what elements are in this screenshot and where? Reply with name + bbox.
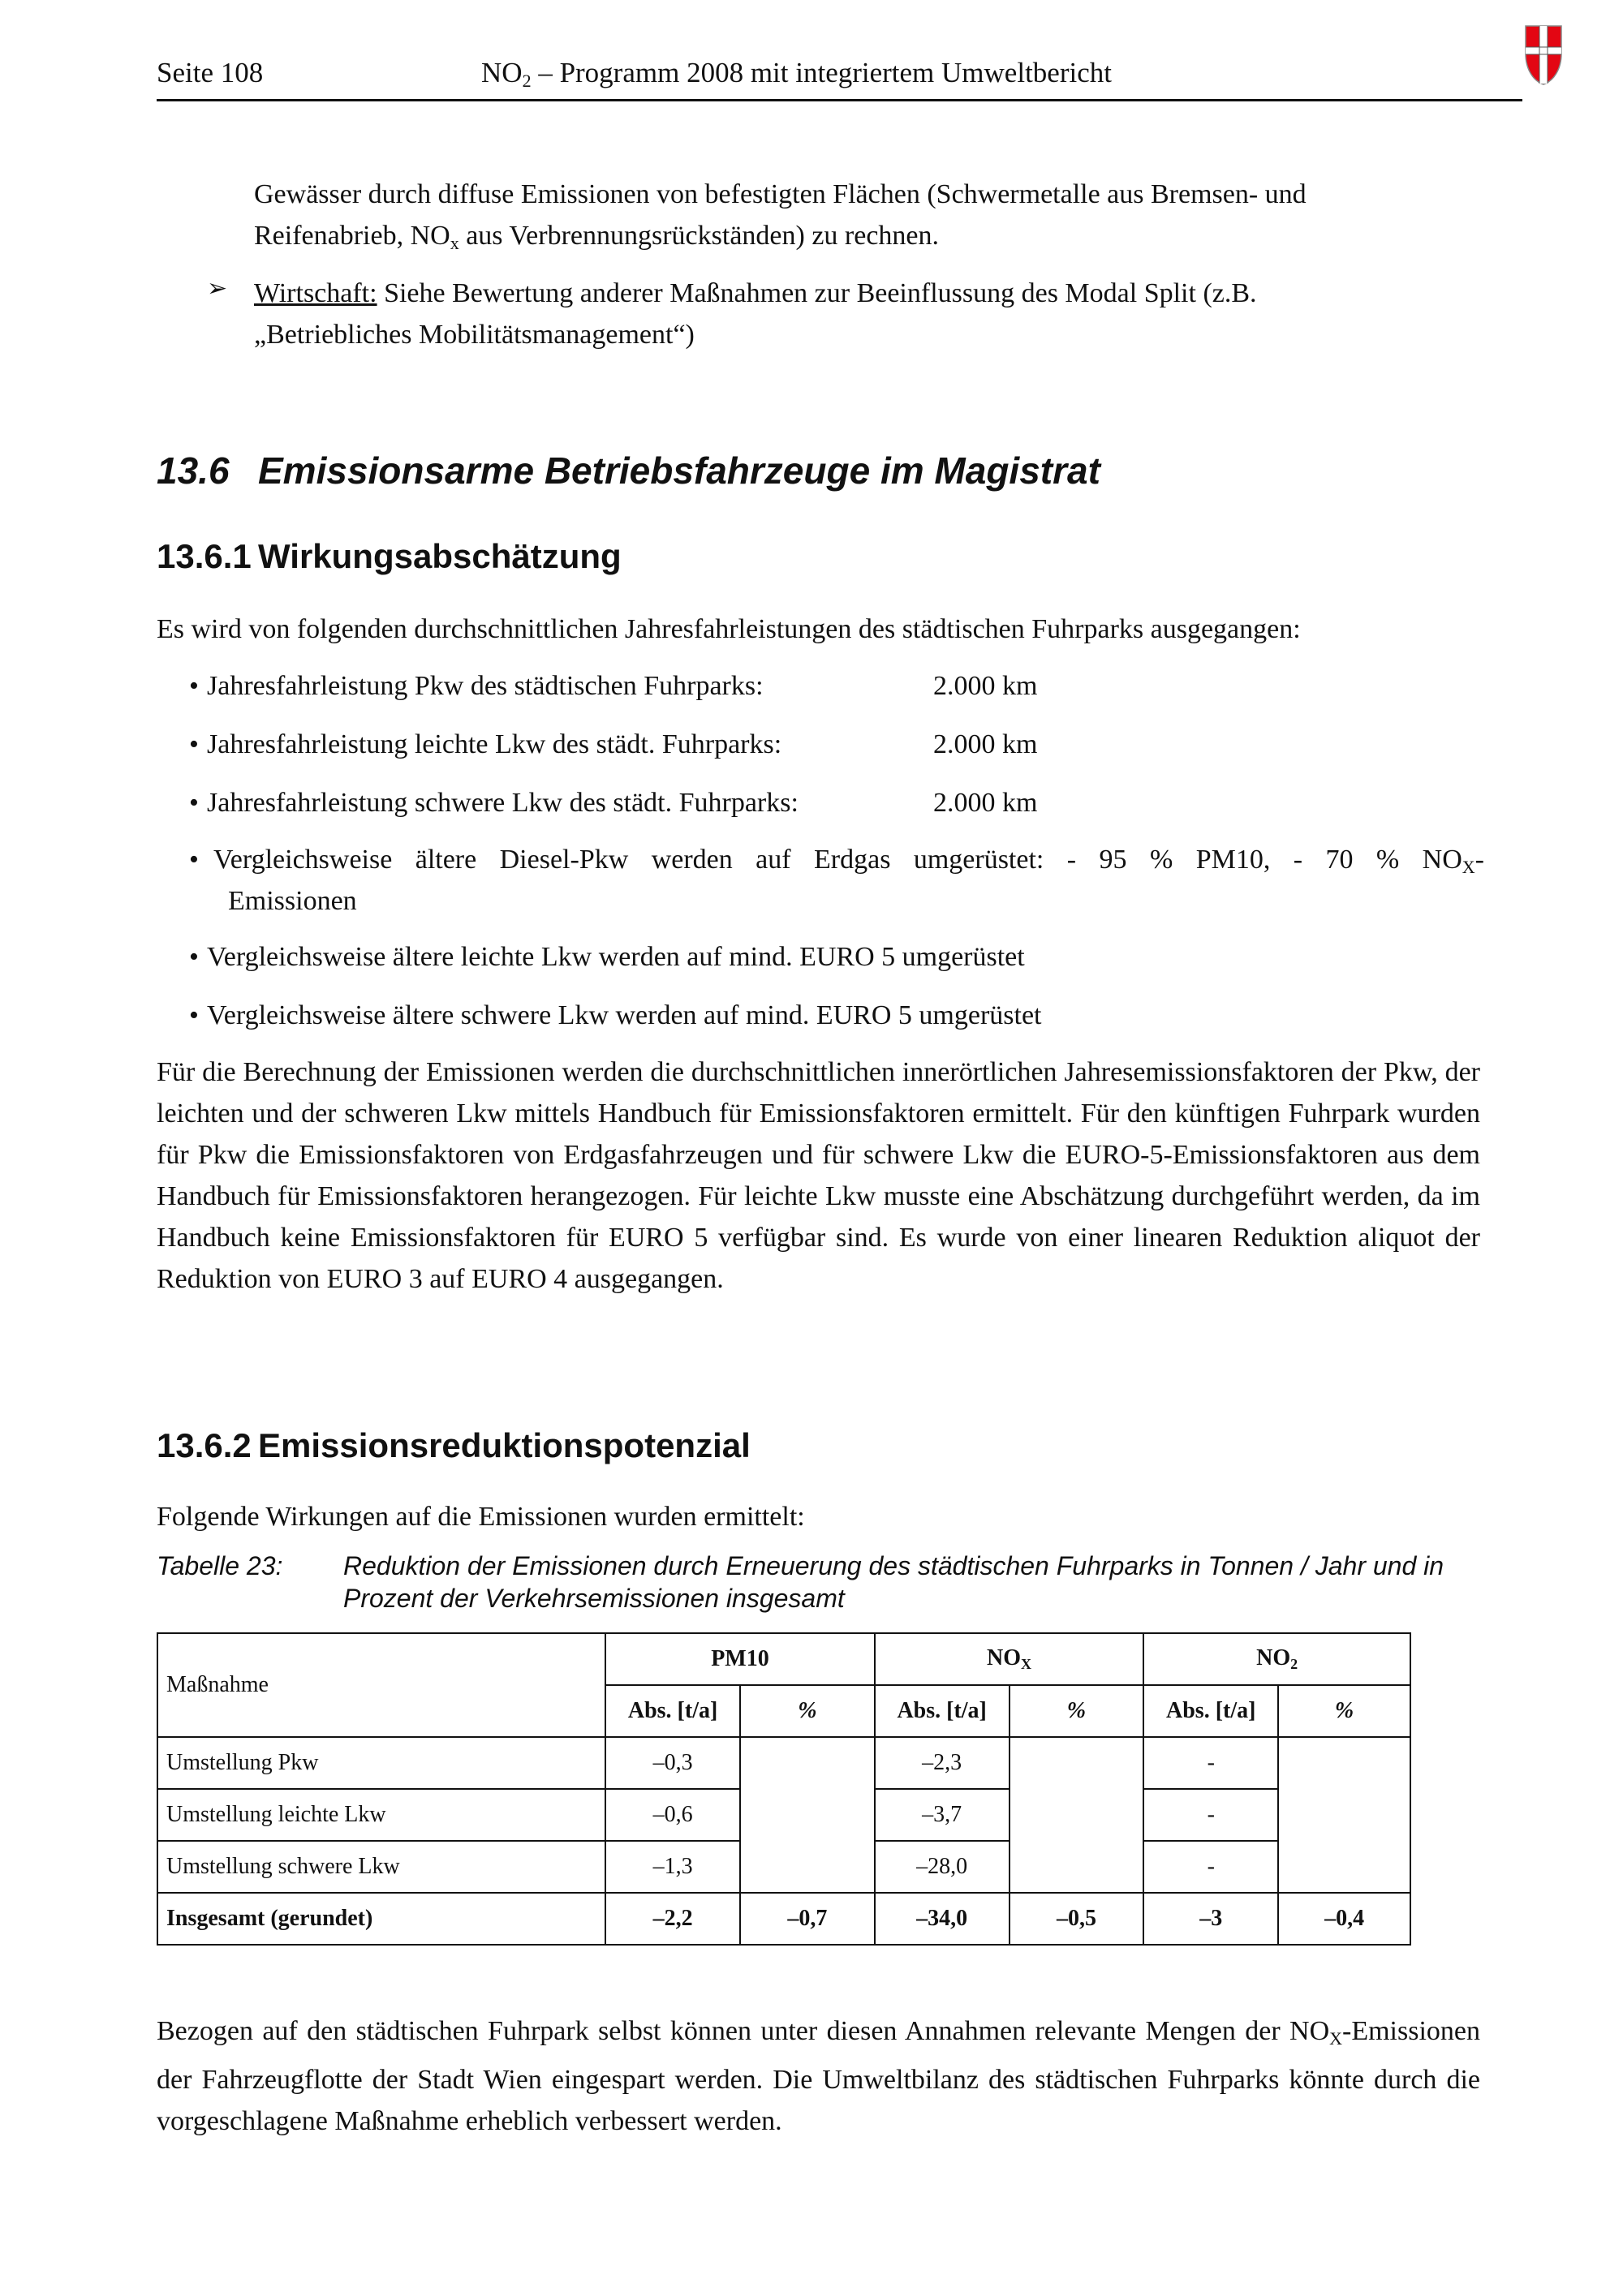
page-number: Seite 108 — [157, 57, 264, 88]
list-item-text: Jahresfahrleistung schwere Lkw des städt. Fuhrparks: — [207, 788, 799, 818]
column-header-measure: Maßnahme — [157, 1633, 605, 1737]
bullet-icon: • — [189, 729, 199, 759]
group-name: NO — [1256, 1645, 1291, 1670]
arrow-list-item — [254, 273, 1480, 355]
group-subscript: 2 — [1290, 1656, 1298, 1672]
column-header-no2-abs: Abs. [t/a] — [1143, 1685, 1278, 1737]
cell-no2-abs: - — [1143, 1737, 1278, 1789]
section-heading-13-6-1 — [157, 537, 622, 576]
table-caption — [157, 1550, 1480, 1616]
row-label: Umstellung Pkw — [157, 1737, 605, 1789]
lead-paragraph: Folgende Wirkungen auf die Emissionen wurden ermittelt: — [157, 1502, 805, 1532]
section-title: Emissionsarme Betriebsfahrzeuge im Magistrat — [258, 449, 1100, 492]
subscript-x: X — [1329, 2028, 1343, 2049]
list-item-text: Vergleichsweise ältere leichte Lkw werden auf mind. EURO 5 umgerüstet — [207, 942, 1025, 972]
title-subscript: 2 — [522, 71, 532, 91]
total-pm10-abs: –2,2 — [605, 1893, 740, 1945]
group-name: PM10 — [711, 1646, 769, 1671]
page-header — [157, 50, 1522, 101]
arrow-bullet-icon: ➢ — [207, 275, 228, 302]
column-header-pm10-pct: % — [740, 1685, 875, 1737]
cell-no2-abs: - — [1143, 1789, 1278, 1841]
column-group-pm10 — [605, 1633, 875, 1685]
cell-pm10-abs: –0,6 — [605, 1789, 740, 1841]
wirtschaft-label: Wirtschaft: — [254, 278, 377, 308]
table-caption-label: Tabelle 23: — [157, 1551, 283, 1580]
column-header-nox-abs: Abs. [t/a] — [875, 1685, 1010, 1737]
total-nox-abs: –34,0 — [875, 1893, 1010, 1945]
cell-no2-abs: - — [1143, 1841, 1278, 1893]
emissions-table — [157, 1632, 1411, 1946]
cell-no2-pct-empty — [1278, 1737, 1410, 1893]
section-number: 13.6.1 — [157, 537, 252, 575]
list-item-text: Jahresfahrleistung leichte Lkw des städt. Fuhrparks: — [207, 729, 782, 759]
bullet-icon: • — [189, 788, 199, 818]
body-paragraph: Für die Berechnung der Emissionen werden die durchschnittlichen innerörtlichen Jahresemissionsfaktoren der Pkw, der leichten und der schweren Lkw mittels Handbuch für Emissionsfaktoren ermittelt. Für den künftigen Fuhrpark wurden für Pkw die Emissionsfaktoren von Erdgasfahrzeugen und für schwere Lkw die EURO-5-Emissionsfaktoren aus dem Handbuch für Emissionsfaktoren herangezogen. Für leichte Lkw musste eine Abschätzung durchgeführt werden, da im Handbuch keine Emissionsfaktoren für EURO 5 verfügbar sind. Es wurde von einer linearen Reduktion aliquot der Reduktion von EURO 3 auf EURO 4 ausgegangen. — [157, 1057, 1480, 1294]
list-item-text — [213, 839, 1484, 888]
group-subscript: X — [1021, 1656, 1032, 1672]
subscript-x: X — [1462, 857, 1475, 877]
wirtschaft-text: Siehe Bewertung anderer Maßnahmen zur Beeinflussung des Modal Split (z.B. — [377, 278, 1257, 308]
section-number: 13.6.2 — [157, 1426, 252, 1464]
total-pm10-pct: –0,7 — [740, 1893, 875, 1945]
column-header-no2-pct: % — [1278, 1685, 1410, 1737]
table-total-row — [157, 1893, 1410, 1945]
table-header-row — [157, 1633, 1410, 1685]
list-item-value: 2.000 km — [933, 788, 1038, 818]
bullet-icon: • — [189, 845, 199, 875]
title-no: NO — [481, 57, 523, 88]
list-item-value: 2.000 km — [933, 729, 1038, 759]
vienna-coat-of-arms-icon — [1524, 24, 1563, 86]
bullet-icon: • — [189, 1000, 199, 1030]
wirtschaft-text-line-2: „Betriebliches Mobilitätsmanagement“) — [254, 320, 695, 350]
list-item-text: Jahresfahrleistung Pkw des städtischen Fuhrparks: — [207, 671, 764, 701]
bullet-icon: • — [189, 942, 199, 972]
document-title — [481, 57, 1112, 92]
title-rest: – Programm 2008 mit integriertem Umweltbericht — [531, 57, 1112, 88]
closing-paragraph — [157, 2010, 1480, 2142]
section-title: Wirkungsabschätzung — [258, 537, 622, 575]
column-group-nox — [875, 1633, 1144, 1685]
column-group-no2 — [1143, 1633, 1410, 1685]
table-row — [157, 1737, 1410, 1789]
closing-text-end: -Emissionen der Fahrzeugflotte der Stadt Wien eingespart werden. Die Umweltbilanz des städtischen Fuhrparks könnte durch die vorgeschlagene Maßnahme erheblich verbessert werden. — [157, 2016, 1480, 2136]
list-item-text-continued: Emissionen — [228, 886, 357, 916]
bullet-icon: • — [189, 671, 199, 701]
continuation-line-1: Gewässer durch diffuse Emissionen von befestigten Flächen (Schwermetalle aus Bremsen- und — [254, 179, 1307, 209]
cell-pm10-abs: –0,3 — [605, 1737, 740, 1789]
total-no2-pct: –0,4 — [1278, 1893, 1410, 1945]
total-no2-abs: –3 — [1143, 1893, 1278, 1945]
cell-nox-abs: –3,7 — [875, 1789, 1010, 1841]
list-item-value: 2.000 km — [933, 671, 1038, 701]
cell-pm10-pct-empty — [740, 1737, 875, 1893]
continuation-paragraph — [254, 174, 1480, 264]
subscript-x: x — [450, 233, 459, 253]
cell-nox-pct-empty — [1010, 1737, 1144, 1893]
list-item-text-start: Vergleichsweise ältere Diesel-Pkw werden auf Erdgas umgerüstet: - 95 % PM10, - 70 % NO — [213, 845, 1462, 875]
total-label: Insgesamt (gerundet) — [157, 1893, 605, 1945]
closing-text-start: Bezogen auf den städtischen Fuhrpark selbst können unter diesen Annahmen relevante Mengen der NO — [157, 2016, 1330, 2046]
column-header-nox-pct: % — [1010, 1685, 1144, 1737]
section-heading-13-6-2 — [157, 1426, 751, 1465]
continuation-line-2-start: Reifenabrieb, NO — [254, 221, 450, 251]
section-number: 13.6 — [157, 449, 230, 492]
cell-pm10-abs: –1,3 — [605, 1841, 740, 1893]
section-title: Emissionsreduktionspotenzial — [258, 1426, 751, 1464]
cell-nox-abs: –2,3 — [875, 1737, 1010, 1789]
total-nox-pct: –0,5 — [1010, 1893, 1144, 1945]
row-label: Umstellung leichte Lkw — [157, 1789, 605, 1841]
group-name: NO — [987, 1645, 1022, 1670]
list-item-text: Vergleichsweise ältere schwere Lkw werden auf mind. EURO 5 umgerüstet — [207, 1000, 1042, 1030]
column-header-pm10-abs: Abs. [t/a] — [605, 1685, 740, 1737]
list-item-text-hyphen: - — [1474, 845, 1484, 875]
lead-paragraph: Es wird von folgenden durchschnittlichen Jahresfahrleistungen des städtischen Fuhrparks ausgegangen: — [157, 614, 1301, 644]
section-heading-13-6 — [157, 449, 1100, 492]
table-caption-text: Reduktion der Emissionen durch Erneuerung des städtischen Fuhrparks in Tonnen / Jahr und in Prozent der Verkehrsemissionen insgesamt — [343, 1551, 1444, 1613]
row-label: Umstellung schwere Lkw — [157, 1841, 605, 1893]
continuation-line-2-end: aus Verbrennungsrückständen) zu rechnen. — [458, 221, 940, 251]
cell-nox-abs: –28,0 — [875, 1841, 1010, 1893]
